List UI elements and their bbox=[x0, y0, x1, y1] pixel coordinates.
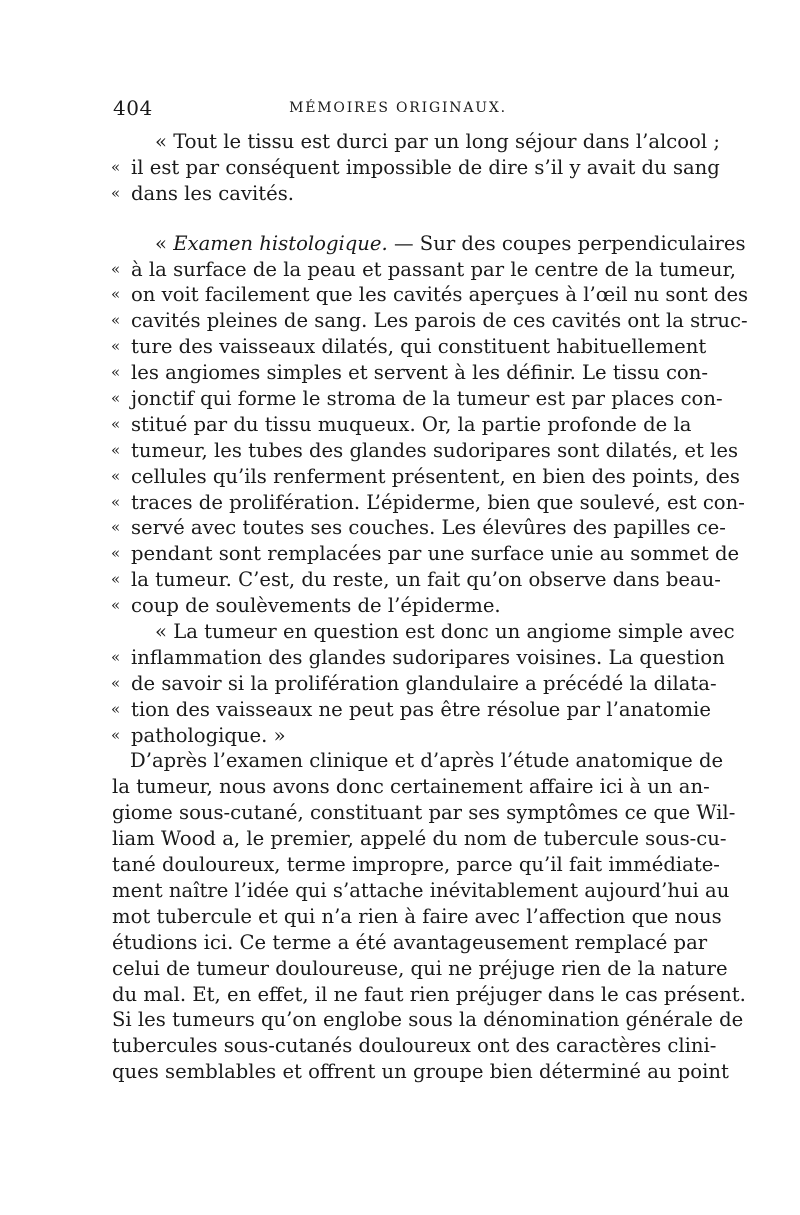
text-line bbox=[0, 1033, 800, 1059]
quote-mark: « bbox=[111, 440, 121, 459]
paragraph-line: mot tubercule et qui n’a rien à faire avec l’affection que nous bbox=[112, 904, 722, 928]
text-line bbox=[0, 645, 800, 671]
paragraph-line: tubercules sous-cutanés douloureux ont des caractères clini- bbox=[112, 1034, 717, 1058]
quote-line: on voit facilement que les cavités aperçues à l’œil nu sont des bbox=[131, 283, 749, 307]
text-line bbox=[0, 438, 800, 464]
quote-line: pathologique. » bbox=[131, 723, 286, 747]
text-line bbox=[0, 360, 800, 386]
quote-line: dans les cavités. bbox=[131, 181, 295, 205]
paragraph-line: celui de tumeur douloureuse, qui ne préjuge rien de la nature bbox=[112, 956, 728, 980]
quote-line: stitué par du tissu muqueux. Or, la partie profonde de la bbox=[131, 412, 692, 436]
running-title: MÉMOIRES ORIGINAUX. bbox=[289, 100, 507, 116]
paragraph-line: D’après l’examen clinique et d’après l’étude anatomique de bbox=[130, 749, 724, 773]
quote-mark: « bbox=[111, 673, 121, 692]
quote-line: traces de prolifération. L’épiderme, bien que soulevé, est con- bbox=[131, 490, 745, 514]
paragraph-line: la tumeur, nous avons donc certainement affaire ici à un an- bbox=[112, 775, 710, 799]
quote-mark: « bbox=[111, 596, 121, 615]
text-line bbox=[0, 671, 800, 697]
text-line bbox=[0, 930, 800, 956]
quote-mark: « bbox=[111, 259, 121, 278]
paragraph-line: giome sous-cutané, constituant par ses symptômes ce que Wil- bbox=[112, 801, 736, 825]
text-line bbox=[0, 956, 800, 982]
page-number: 404 bbox=[113, 96, 153, 120]
quote-line: inflammation des glandes sudoripares voisines. La question bbox=[131, 645, 725, 669]
section-title: Examen histologique. bbox=[173, 231, 388, 255]
quote-mark: « bbox=[111, 647, 121, 666]
text-line bbox=[0, 982, 800, 1008]
quote-line: cavités pleines de sang. Les parois de ces cavités ont la struc- bbox=[131, 309, 748, 333]
quote-line: tion des vaisseaux ne peut pas être résolue par l’anatomie bbox=[131, 697, 711, 721]
text-line bbox=[0, 155, 800, 181]
quote-line: la tumeur. C’est, du reste, un fait qu’on observe dans beau- bbox=[131, 568, 721, 592]
text-line bbox=[0, 800, 800, 826]
text-line bbox=[0, 748, 800, 774]
quote-mark: « bbox=[111, 544, 121, 563]
quote-line: « Tout le tissu est durci par un long séjour dans l’alcool ; bbox=[155, 130, 720, 153]
text-line bbox=[0, 826, 800, 852]
quote-line: « Examen histologique. — Sur des coupes perpendiculaires bbox=[155, 231, 746, 255]
text-line bbox=[0, 464, 800, 490]
text-line bbox=[0, 878, 800, 904]
text-line bbox=[0, 412, 800, 438]
quote-mark: « bbox=[111, 699, 121, 718]
text-line bbox=[0, 1007, 800, 1033]
page-body bbox=[0, 129, 800, 1085]
text-line bbox=[0, 308, 800, 334]
text-line bbox=[0, 1059, 800, 1085]
quote-mark: « bbox=[111, 363, 121, 382]
quote-line: ture des vaisseaux dilatés, qui constituent habituellement bbox=[131, 335, 707, 359]
quote-mark: « bbox=[111, 337, 121, 356]
paragraph-line: tané douloureux, terme impropre, parce qu’il fait immédiate- bbox=[112, 853, 720, 877]
text-line bbox=[0, 697, 800, 723]
quote-line: de savoir si la prolifération glandulaire a précédé la dilata- bbox=[131, 671, 717, 695]
page-header bbox=[113, 96, 683, 126]
quote-mark: « bbox=[111, 311, 121, 330]
quote-line: coup de soulèvements de l’épiderme. bbox=[131, 594, 501, 618]
quote-line: cellules qu’ils renferment présentent, en bien des points, des bbox=[131, 464, 740, 488]
text-line bbox=[0, 257, 800, 283]
quote-mark: « bbox=[111, 492, 121, 511]
text-line bbox=[0, 774, 800, 800]
quote-mark: « bbox=[111, 570, 121, 589]
text-line bbox=[0, 541, 800, 567]
text-line bbox=[0, 282, 800, 308]
text-line bbox=[0, 904, 800, 930]
paragraph-line: ment naître l’idée qui s’attache inévitablement aujourd’hui au bbox=[112, 878, 730, 902]
text-line bbox=[0, 567, 800, 593]
quote-mark: « bbox=[111, 389, 121, 408]
text-line bbox=[0, 129, 800, 155]
paragraph-line: ques semblables et offrent un groupe bien déterminé au point bbox=[112, 1060, 729, 1084]
text-line bbox=[0, 852, 800, 878]
text-line bbox=[0, 386, 800, 412]
text-line bbox=[0, 619, 800, 645]
text-line bbox=[0, 334, 800, 360]
quote-line: les angiomes simples et servent à les définir. Le tissu con- bbox=[131, 361, 708, 385]
text-line bbox=[0, 723, 800, 749]
quote-line: jonctif qui forme le stroma de la tumeur est par places con- bbox=[131, 387, 723, 411]
quote-mark: « bbox=[111, 725, 121, 744]
quote-line: pendant sont remplacées par une surface unie au sommet de bbox=[131, 542, 740, 566]
paragraph-line: liam Wood a, le premier, appelé du nom de tubercule sous-cu- bbox=[112, 827, 727, 851]
text-line bbox=[0, 490, 800, 516]
text-line bbox=[0, 181, 800, 207]
paragraph-line: étudions ici. Ce terme a été avantageusement remplacé par bbox=[112, 930, 708, 954]
text-line bbox=[0, 515, 800, 541]
text-line bbox=[0, 593, 800, 619]
quote-line: il est par conséquent impossible de dire s’il y avait du sang bbox=[131, 155, 720, 179]
quote-mark: « bbox=[111, 466, 121, 485]
quote-mark: « bbox=[111, 414, 121, 433]
paragraph-line: Si les tumeurs qu’on englobe sous la dénomination générale de bbox=[112, 1008, 744, 1032]
quote-mark: « bbox=[111, 157, 121, 176]
quote-line: « La tumeur en question est donc un angiome simple avec bbox=[155, 620, 735, 644]
quote-mark: « bbox=[111, 518, 121, 537]
quote-line: servé avec toutes ses couches. Les élevûres des papilles ce- bbox=[131, 516, 726, 540]
quote-line: tumeur, les tubes des glandes sudoripares sont dilatés, et les bbox=[131, 438, 739, 462]
quote-mark: « bbox=[111, 285, 121, 304]
quote-line: à la surface de la peau et passant par le centre de la tumeur, bbox=[131, 257, 736, 281]
paragraph-line: du mal. Et, en effet, il ne faut rien préjuger dans le cas présent. bbox=[112, 982, 746, 1006]
text-line bbox=[0, 231, 800, 257]
quote-mark: « bbox=[111, 183, 121, 202]
